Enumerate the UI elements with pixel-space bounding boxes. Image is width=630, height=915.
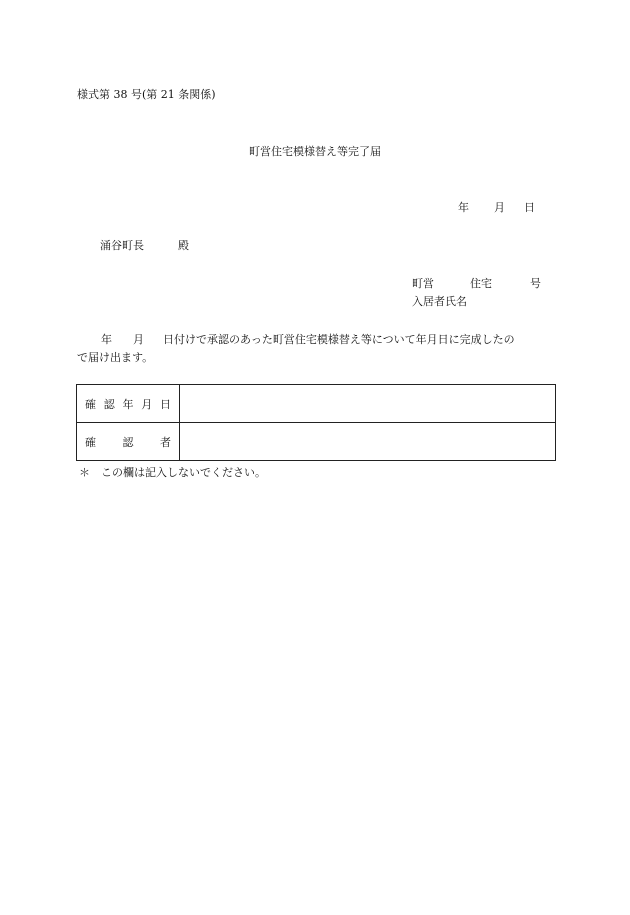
confirmation-date-label: 確 認 年 月 日 (77, 385, 180, 423)
body-month-label: 月 (133, 333, 144, 346)
note (79, 464, 266, 480)
body-text-line2: で届け出ます。 (77, 351, 154, 364)
form-title: 町営住宅模様替え等完了届 (249, 145, 381, 158)
housing-line (412, 275, 541, 291)
resident-name-label: 入居者氏名 (412, 295, 467, 308)
date-day-label: 日 (524, 201, 535, 214)
housing-prefix: 町営 (412, 277, 434, 290)
confirmation-table (76, 384, 556, 461)
date-month-label: 月 (494, 201, 505, 214)
date-year-label: 年 (458, 201, 469, 214)
housing-label: 住宅 (470, 277, 492, 290)
confirmer-field[interactable] (180, 423, 556, 461)
asterisk-mark: ＊ (79, 466, 90, 479)
housing-number-label: 号 (530, 277, 541, 290)
body-text (77, 331, 557, 367)
addressee-name: 涌谷町長 (100, 239, 144, 252)
body-year-label: 年 (101, 333, 112, 346)
note-text: この欄は記入しないでください。 (101, 466, 266, 479)
body-text-line1: 日付けで承認のあった町営住宅模様替え等について年月日に完成したの (163, 333, 515, 346)
form-number: 様式第 38 号(第 21 条関係) (77, 88, 216, 101)
addressee (100, 237, 189, 253)
confirmer-label: 確 認 者 (77, 423, 180, 461)
addressee-honorific: 殿 (178, 239, 189, 252)
table-row (77, 385, 556, 423)
table-row (77, 423, 556, 461)
date-line (458, 199, 535, 215)
confirmation-date-field[interactable] (180, 385, 556, 423)
